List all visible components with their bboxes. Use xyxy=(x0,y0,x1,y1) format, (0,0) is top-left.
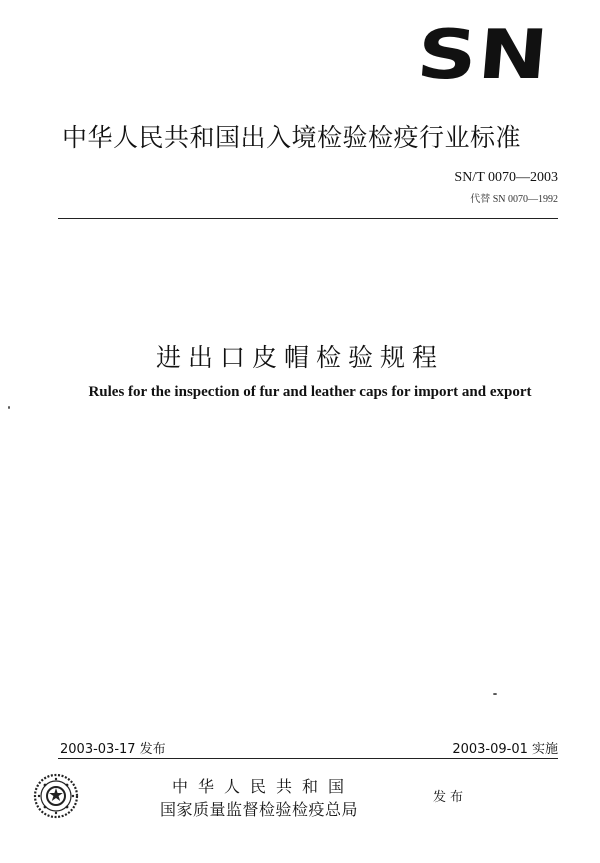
issue-date: 2003-03-17 发布 xyxy=(60,742,166,757)
implementation-date: 2003-09-01 实施 xyxy=(452,742,558,757)
publisher-label: 发布 xyxy=(433,790,468,805)
sn-logo: SN xyxy=(413,16,553,95)
scan-speck xyxy=(493,693,497,695)
scan-speck xyxy=(8,406,10,409)
document-title-chinese: 进出口皮帽检验规程 xyxy=(155,343,444,372)
national-seal-icon xyxy=(32,772,80,820)
document-title-english: Rules for the inspection of fur and leather caps for import and export xyxy=(88,384,532,400)
bottom-divider xyxy=(58,758,558,759)
publisher-country: 中华人民共和国 xyxy=(172,777,355,796)
publisher-agency: 国家质量监督检验检疫总局 xyxy=(160,800,359,819)
top-divider xyxy=(58,218,558,219)
replaces-standard: 代替 SN 0070—1992 xyxy=(470,194,558,205)
standard-category-title: 中华人民共和国出入境检验检疫行业标准 xyxy=(62,123,522,152)
standard-code: SN/T 0070—2003 xyxy=(454,170,558,185)
